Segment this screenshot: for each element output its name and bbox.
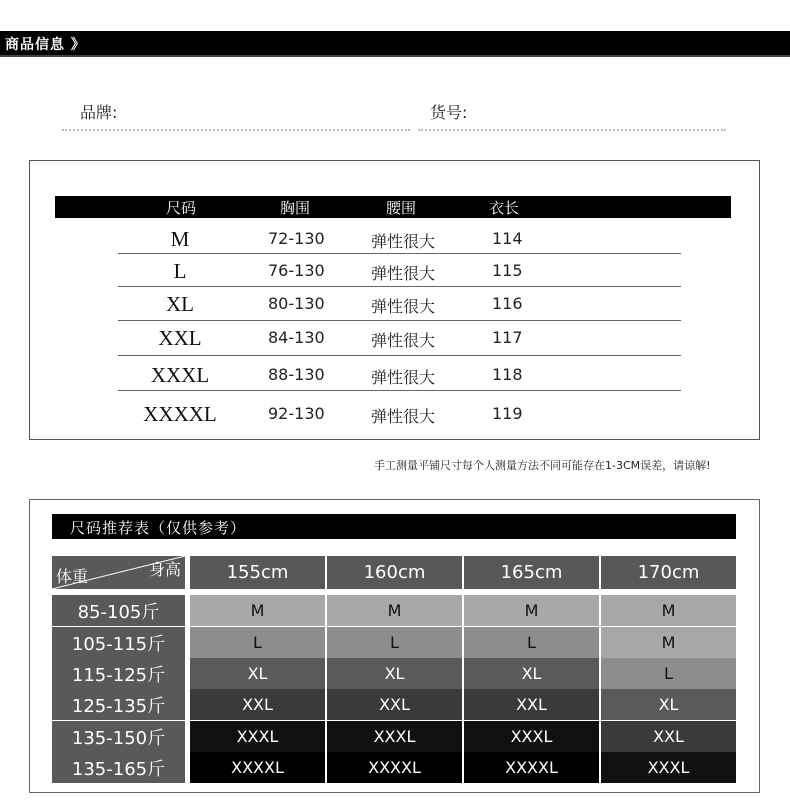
waist-cell: 弹性很大	[371, 232, 436, 251]
header-divider	[0, 55, 790, 57]
recommend-size-cell: XXL	[190, 689, 325, 720]
recommend-size-cell: M	[464, 595, 599, 626]
length-cell: 117	[492, 328, 523, 347]
brand-dotted-line	[62, 129, 410, 131]
length-cell: 119	[492, 404, 523, 423]
height-header-cell: 155cm	[190, 556, 325, 589]
recommend-size-cell: M	[601, 595, 736, 626]
recommend-size-cell: M	[327, 595, 462, 626]
height-header-cell: 160cm	[327, 556, 462, 589]
waist-cell: 弹性很大	[371, 368, 436, 387]
row-divider	[118, 320, 681, 321]
length-cell: 116	[492, 294, 523, 313]
weight-header-cell: 125-135斤	[52, 689, 185, 720]
height-header-cell: 165cm	[464, 556, 599, 589]
size-cell: XXXXL	[143, 402, 217, 426]
size-cell: L	[173, 259, 187, 283]
recommend-size-cell: XXL	[464, 689, 599, 720]
size-cell: XL	[166, 292, 194, 316]
weight-header-cell: 85-105斤	[52, 595, 185, 626]
row-divider	[118, 390, 681, 391]
height-header-cell: 170cm	[601, 556, 736, 589]
recommend-size-cell: L	[601, 658, 736, 689]
weight-header-cell: 135-150斤	[52, 721, 185, 752]
header-size: 尺码	[166, 199, 197, 217]
corner-weight-label: 体重	[56, 567, 89, 586]
size-cell: M	[170, 227, 190, 251]
size-cell: XXL	[158, 326, 202, 350]
recommend-size-cell: M	[190, 595, 325, 626]
chest-cell: 84-130	[268, 328, 325, 347]
waist-cell: 弹性很大	[371, 331, 436, 350]
recommend-size-cell: XXXL	[601, 752, 736, 783]
recommend-size-cell: XXXL	[190, 721, 325, 752]
size-cell: XXXL	[150, 363, 210, 387]
length-cell: 115	[492, 261, 523, 280]
waist-cell: 弹性很大	[371, 407, 436, 426]
chest-cell: 88-130	[268, 365, 325, 384]
chest-cell: 92-130	[268, 404, 325, 423]
header-length: 衣长	[489, 199, 520, 217]
row-divider	[118, 355, 681, 356]
chest-cell: 76-130	[268, 261, 325, 280]
chest-cell: 80-130	[268, 294, 325, 313]
waist-cell: 弹性很大	[371, 264, 436, 283]
recommend-size-cell: XL	[601, 689, 736, 720]
recommend-size-cell: XXXL	[464, 721, 599, 752]
recommend-size-cell: L	[327, 627, 462, 658]
recommend-size-cell: XL	[190, 658, 325, 689]
brand-label: 品牌:	[80, 103, 118, 122]
measurement-note: 手工测量平铺尺寸每个人测量方法不同可能存在1-3CM误差，请谅解!	[374, 459, 711, 472]
section-title: 商品信息 》	[5, 37, 86, 53]
recommend-size-cell: XXXXL	[190, 752, 325, 783]
recommend-size-cell: XXXL	[327, 721, 462, 752]
recommend-size-cell: XXXXL	[327, 752, 462, 783]
weight-header-cell: 135-165斤	[52, 752, 185, 783]
row-divider	[118, 286, 681, 287]
article-number-label: 货号:	[430, 103, 468, 122]
corner-header-cell	[52, 556, 185, 589]
section-header-bar	[0, 31, 790, 55]
weight-header-cell: 105-115斤	[52, 627, 185, 658]
recommend-size-cell: XL	[464, 658, 599, 689]
length-cell: 118	[492, 365, 523, 384]
corner-height-label: 身高	[148, 560, 181, 579]
article-dotted-line	[418, 129, 726, 131]
recommend-size-cell: XXXXL	[464, 752, 599, 783]
recommend-size-cell: XXL	[601, 721, 736, 752]
length-cell: 114	[492, 229, 523, 248]
header-waist: 腰围	[386, 199, 417, 217]
weight-header-cell: 115-125斤	[52, 658, 185, 689]
recommend-title: 尺码推荐表（仅供参考）	[70, 519, 247, 537]
recommend-size-cell: XXL	[327, 689, 462, 720]
recommend-size-cell: XL	[327, 658, 462, 689]
recommend-size-cell: L	[190, 627, 325, 658]
row-divider	[118, 253, 681, 254]
recommend-size-cell: M	[601, 627, 736, 658]
recommend-size-cell: L	[464, 627, 599, 658]
header-chest: 胸围	[280, 199, 311, 217]
chest-cell: 72-130	[268, 229, 325, 248]
waist-cell: 弹性很大	[371, 297, 436, 316]
